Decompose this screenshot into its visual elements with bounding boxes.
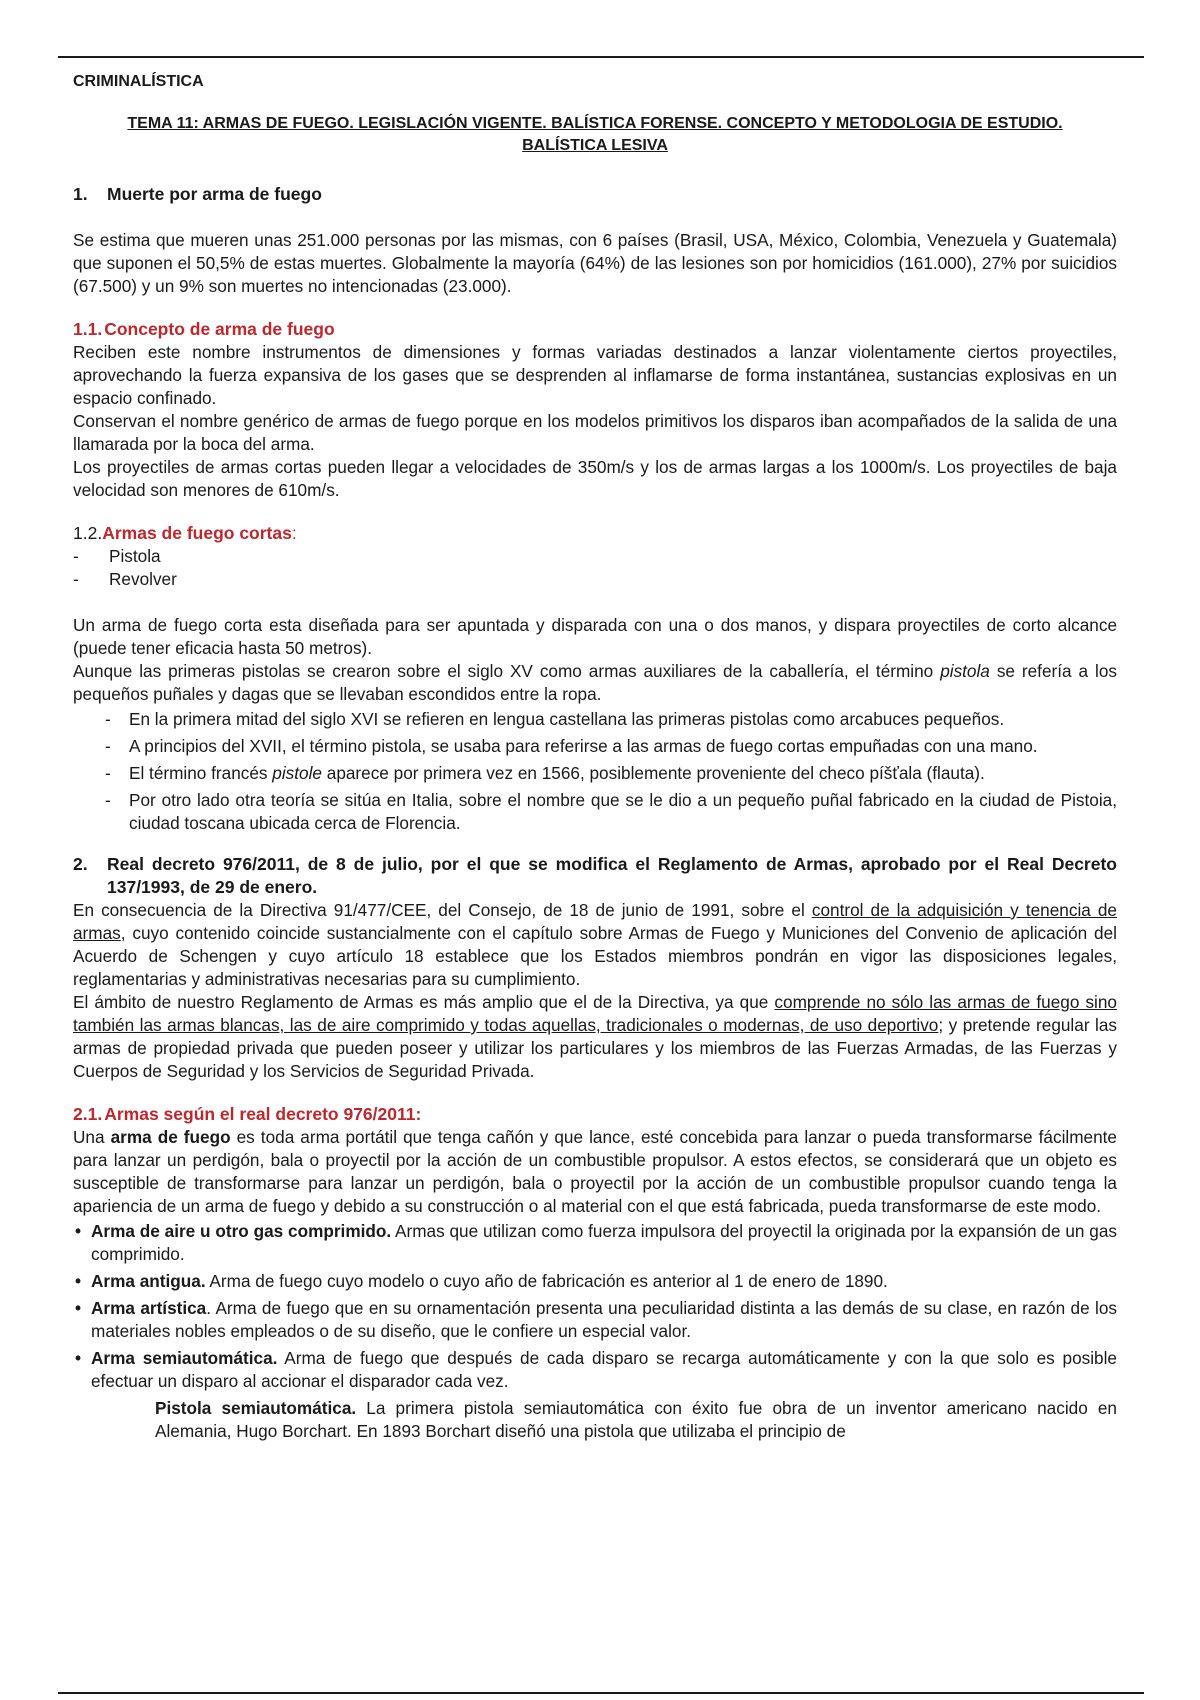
section-2-heading <box>73 853 1117 899</box>
document-title: TEMA 11: ARMAS DE FUEGO. LEGISLACIÓN VIGENTE. BALÍSTICA FORENSE. CONCEPTO Y METODOLOGIA DE ESTUDIO. BALÍSTICA LESIVA <box>127 115 1063 154</box>
section-2-1-title: Armas según el real decreto 976/2011: <box>104 1104 422 1124</box>
section-1-1-paragraph-1: Reciben este nombre instrumentos de dimensiones y formas variadas destinados a lanzar violentamente ciertos proyectiles, aprovechando la fuerza expansiva de los gases que se desprenden al inflamarse de forma instantánea, sustancias explosivas en un espacio confinado. <box>73 342 1117 408</box>
section-2-1-paragraph <box>73 1126 1117 1218</box>
text-run: es toda arma portátil que tenga cañón y que lance, esté concebida para lanzar o pueda transformarse fácilmente para lanzar un perdigón, bala o proyectil por la acción de un combustible propulsor. A estos efectos, se considerará que un objeto es susceptible de transformarse para lanzar un perdigón, bala o proyectil por la acción de un combustible propulsor cuando tenga la apariencia de un arma de fuego y debido a su construcción o al material con el que está fabricada, pueda transformarse de este modo. <box>73 1127 1117 1216</box>
list-item <box>105 762 1117 785</box>
bottom-rule <box>58 1692 1144 1694</box>
list-item <box>73 1297 1117 1343</box>
text-run: , cuyo contenido coincide sustancialmente con el capítulo sobre Armas de Fuego y Municiones del Convenio de aplicación del Acuerdo de Schengen y cuyo artículo 18 establece que los Estados miembros pondrán en vigor las disposiciones legales, reglamentarias y administrativas necesarias para su cumplimiento. <box>73 923 1117 989</box>
text-run: El término francés <box>129 763 273 783</box>
text-run: El ámbito de nuestro Reglamento de Armas es más amplio que el de la Directiva, ya que <box>73 992 775 1012</box>
section-1-1-title: Concepto de arma de fuego <box>104 319 335 339</box>
bullet-term: Arma antigua. <box>91 1271 206 1291</box>
list-item <box>73 1220 1117 1266</box>
bullet-term: Arma semiautomática. <box>91 1348 278 1368</box>
section-1-2-paragraph-1: Un arma de fuego corta esta diseñada para ser apuntada y disparada con una o dos manos, y dispara proyectiles de corto alcance (puede tener eficacia hasta 50 metros). <box>73 615 1117 658</box>
bold-term: arma de fuego <box>110 1127 231 1147</box>
list-item: - Pistola <box>73 545 1117 568</box>
section-2-number: 2. <box>73 854 88 874</box>
section-1-1-paragraph-2: Conservan el nombre genérico de armas de fuego porque en los modelos primitivos los disparos iban acompañados de la salida de una llamarada por la boca del arma. <box>73 411 1117 454</box>
bullet-text: Arma de fuego que después de cada disparo se recarga automáticamente y con la que solo es posible efectuar un disparo al accionar el disparador cada vez. <box>91 1348 1117 1391</box>
short-guns-list <box>73 545 1117 591</box>
section-1-title: Muerte por arma de fuego <box>107 184 322 204</box>
bullet-term: Arma de aire u otro gas comprimido. <box>91 1221 392 1241</box>
section-2-1-number: 2.1. <box>73 1104 103 1124</box>
section-1-paragraph: Se estima que mueren unas 251.000 personas por las mismas, con 6 países (Brasil, USA, México, Colombia, Venezuela y Guatemala) que suponen el 50,5% de estas muertes. Globalmente la mayoría (64%) de las lesiones son por homicidios (161.000), 27% por suicidios (67.500) y un 9% son muertes no intencionadas (23.000). <box>73 230 1117 296</box>
section-1-2-colon: : <box>291 523 297 543</box>
bullet-term: Pistola semiautomática. <box>155 1398 357 1418</box>
text-run: aparece por primera vez en 1566, posiblemente proveniente del checo píšťala (flauta). <box>321 763 985 783</box>
section-2-1-heading <box>73 1103 1117 1126</box>
section-1-1-heading <box>73 318 1117 341</box>
emphasis-pistola: pistola <box>940 661 990 681</box>
text-run: ; y pretende regular las armas de propiedad privada que pueden poseer y utilizar los particulares y los miembros de las Fuerzas Armadas, de las Fuerzas y Cuerpos de Seguridad y los Servicios de Seguridad Privada. <box>73 1015 1117 1081</box>
section-1-1-number: 1.1. <box>73 319 103 339</box>
section-1-2-title: Armas de fuego cortas <box>102 523 292 543</box>
list-item: - Revolver <box>73 568 1117 591</box>
list-item: - En la primera mitad del siglo XVI se refieren en lengua castellana las primeras pistolas como arcabuces pequeños. <box>105 708 1117 731</box>
section-2-paragraph-1 <box>73 899 1117 991</box>
top-rule <box>58 56 1144 58</box>
text-run: se refería a los pequeños puñales y dagas que se llevaban escondidos entre la ropa. <box>73 661 1117 704</box>
document-body <box>73 70 1117 1443</box>
section-2-paragraph-2 <box>73 991 1117 1083</box>
section-1-2-paragraph-2 <box>73 660 1117 706</box>
weapon-types-list <box>73 1220 1117 1393</box>
text-run: Aunque las primeras pistolas se crearon sobre el siglo XV como armas auxiliares de la caballería, el término <box>73 661 941 681</box>
text-run: Una <box>73 1127 111 1147</box>
history-list <box>73 708 1117 835</box>
document-header: CRIMINALÍSTICA <box>73 73 204 90</box>
bullet-text: La primera pistola semiautomática con éxito fue obra de un inventor americano nacido en Alemania, Hugo Borchart. En 1893 Borchart diseñó una pistola que utilizaba el principio de <box>155 1398 1117 1441</box>
section-2-title: Real decreto 976/2011, de 8 de julio, por el que se modifica el Reglamento de Armas, aprobado por el Real Decreto 137/1993, de 29 de enero. <box>107 854 1117 897</box>
bullet-text: Arma de fuego cuyo modelo o cuyo año de fabricación es anterior al 1 de enero de 1890. <box>205 1271 888 1291</box>
emphasis-pistole: pistole <box>272 763 322 783</box>
bullet-text: Armas que utilizan como fuerza impulsora del proyectil la originada por la expansión de un gas comprimido. <box>91 1221 1117 1264</box>
underlined-text: control de la adquisición y tenencia de armas <box>73 900 1117 943</box>
section-1-1-paragraph-3: Los proyectiles de armas cortas pueden llegar a velocidades de 350m/s y los de armas largas a los 1000m/s. Los proyectiles de baja velocidad son menores de 610m/s. <box>73 457 1117 500</box>
section-1-2-number: 1.2. <box>73 523 103 543</box>
list-item: - A principios del XVII, el término pistola, se usaba para referirse a las armas de fuego cortas empuñadas con una mano. <box>105 735 1117 758</box>
section-1-heading <box>73 183 1117 206</box>
list-item: - Por otro lado otra teoría se sitúa en Italia, sobre el nombre que se le dio a un pequeño puñal fabricado en la ciudad de Pistoia, ciudad toscana ubicada cerca de Florencia. <box>105 789 1117 835</box>
section-1-number: 1. <box>73 184 88 204</box>
list-item <box>73 1347 1117 1393</box>
bullet-term: Arma artística <box>91 1298 207 1318</box>
bullet-text: . Arma de fuego que en su ornamentación presenta una peculiaridad distinta a las demás de su clase, en razón de los materiales nobles empleados o de su diseño, que le confiere un especial valor. <box>91 1298 1118 1341</box>
sub-item-pistola-semiautomatica <box>73 1397 1117 1443</box>
underlined-text: comprende no sólo las armas de fuego sino también las armas blancas, las de aire comprimido y todas aquellas, tradicionales o modernas, de uso deportivo <box>73 992 1117 1035</box>
text-run: En consecuencia de la Directiva 91/477/CEE, del Consejo, de 18 de junio de 1991, sobre el <box>73 900 812 920</box>
section-1-2-heading <box>73 522 1117 545</box>
list-item <box>73 1270 1117 1293</box>
